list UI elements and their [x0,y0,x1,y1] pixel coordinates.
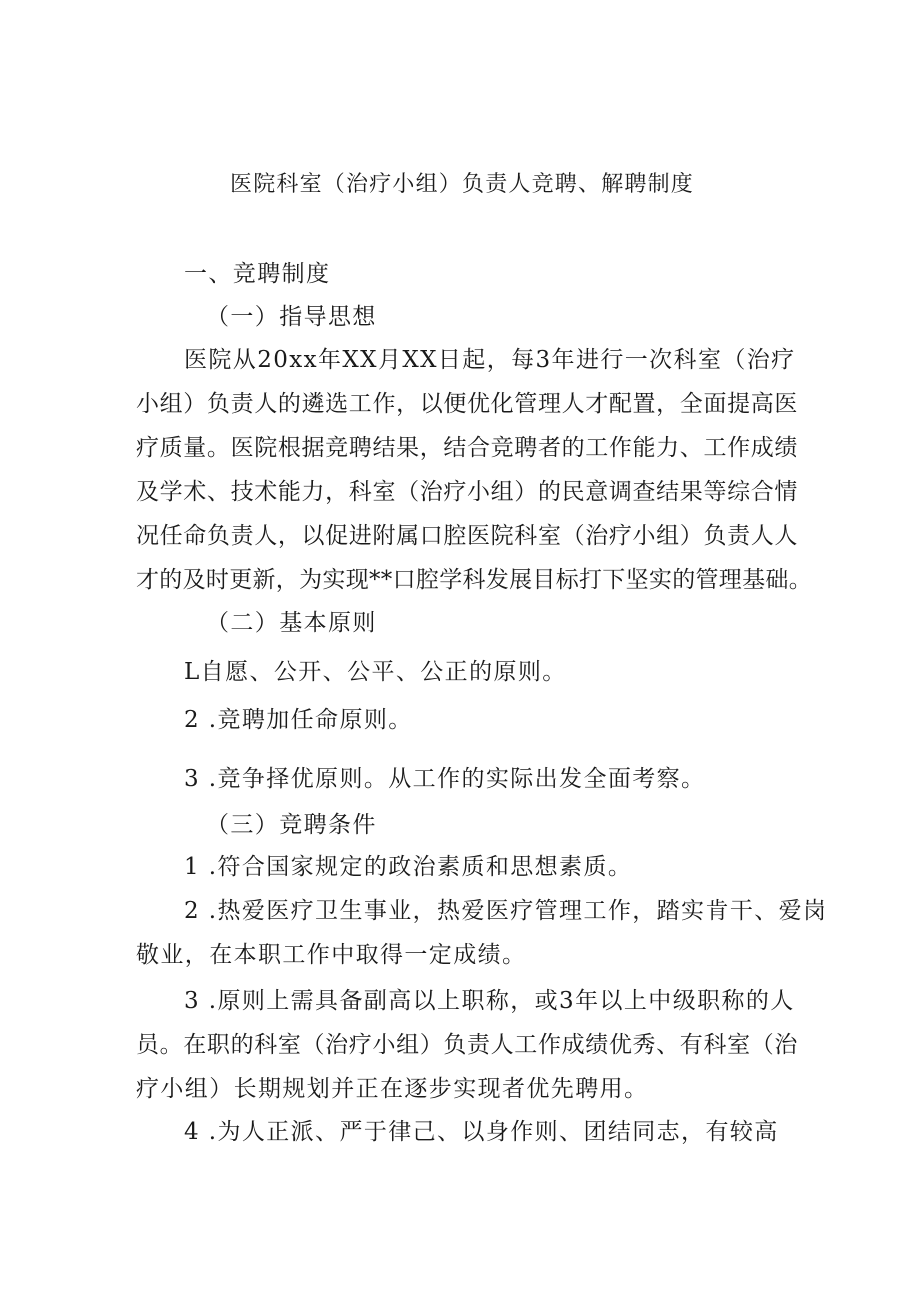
paragraph-line: 员。在职的科室（治疗小组）负责人工作成绩优秀、有科室（治 [136,1032,798,1058]
subsection-heading: （三）竞聘条件 [206,812,377,838]
list-item: 2 .竞聘加任命原则。 [184,707,413,733]
section-heading: 一、竞聘制度 [184,261,331,287]
paragraph-line: 医院从20xx年XX月XX日起，每3年进行一次科室（治疗 [184,347,796,373]
paragraph-line: 疗质量。医院根据竞聘结果，结合竞聘者的工作能力、工作成绩 [136,435,798,461]
list-item: 4 .为人正派、严于律己、以身作则、团结同志，有较高 [184,1119,779,1145]
paragraph-line: 疗小组）长期规划并正在逐步实现者优先聘用。 [136,1076,649,1102]
list-item: 2 .热爱医疗卫生事业，热爱医疗管理工作，踏实肯干、爱岗 [184,898,828,924]
list-item: 1 .符合国家规定的政治素质和思想素质。 [184,854,633,880]
list-item: 3 .原则上需具备副高以上职称，或3年以上中级职称的人 [184,988,795,1014]
list-item: 3 .竞争择优原则。从工作的实际出发全面考察。 [184,766,706,792]
list-item: L自愿、公开、公平、公正的原则。 [184,659,567,685]
paragraph-line: 况任命负责人，以促进附属口腔医院科室（治疗小组）负责人人 [136,523,798,549]
paragraph-line: 敬业，在本职工作中取得一定成绩。 [136,942,527,968]
subsection-heading: （二）基本原则 [206,610,377,636]
subsection-heading: （一）指导思想 [206,304,377,330]
document-title: 医院科室（治疗小组）负责人竞聘、解聘制度 [230,172,695,197]
paragraph-line: 才的及时更新，为实现**口腔学科发展目标打下坚实的管理基础。 [136,567,812,593]
paragraph-line: 及学术、技术能力，科室（治疗小组）的民意调查结果等综合情 [136,479,798,505]
paragraph-line: 小组）负责人的遴选工作，以便优化管理人才配置，全面提高医 [136,391,798,417]
